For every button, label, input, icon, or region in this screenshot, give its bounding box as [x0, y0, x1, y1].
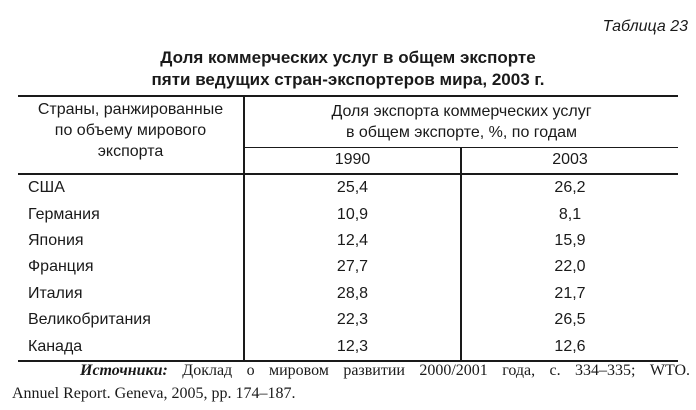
table-title-line-2: пяти ведущих стран-экспортеров мира, 2003 г.	[151, 70, 545, 89]
country-cell: Италия	[18, 281, 244, 307]
header-countries	[18, 96, 244, 174]
header-share-line-2: в общем экспорте, %, по годам	[345, 123, 578, 141]
sources-label: Источники:	[80, 362, 168, 379]
header-countries-line-1: Страны, ранжированные	[37, 101, 224, 118]
value-2003-cell: 26,2	[554, 179, 586, 197]
value-1990-cell: 10,9	[244, 201, 461, 227]
value-2003-cell: 26,5	[554, 311, 586, 329]
value-1990-cell: 28,8	[244, 281, 461, 307]
country-cell: Канада	[18, 333, 244, 360]
table-row	[18, 254, 678, 280]
value-1990-cell: 12,4	[244, 228, 461, 254]
table-row	[18, 333, 678, 360]
header-share-line-1: Доля экспорта коммерческих услуг	[331, 102, 592, 120]
table-row	[18, 174, 678, 201]
value-2003-cell: 22,0	[554, 258, 586, 276]
value-2003-cell: 8,1	[558, 205, 582, 223]
table-row	[18, 228, 678, 254]
table-header-row	[18, 96, 678, 147]
sources-text-1: Доклад о мировом развитии 2000/2001 года, с. 334–335; WTO.	[182, 362, 690, 379]
table-row	[18, 201, 678, 227]
value-1990-cell: 12,3	[244, 333, 461, 360]
value-1990-cell: 27,7	[244, 254, 461, 280]
value-1990-cell: 25,4	[244, 174, 461, 201]
country-cell: Германия	[18, 201, 244, 227]
table-row	[18, 307, 678, 333]
table-title-line-1: Доля коммерческих услуг в общем экспорте	[160, 48, 536, 67]
sources-text-2: Annuel Report. Geneva, 2005, pp. 174–187.	[12, 385, 296, 402]
table-row	[18, 281, 678, 307]
value-2003-cell: 12,6	[461, 333, 678, 360]
header-countries-line-2: по объему мирового	[54, 122, 207, 139]
value-1990-cell: 22,3	[244, 307, 461, 333]
country-cell: США	[18, 174, 244, 201]
country-cell: Великобритания	[18, 307, 244, 333]
value-2003-cell: 21,7	[554, 284, 586, 302]
header-year-2003: 2003	[461, 147, 678, 174]
export-share-table	[18, 95, 678, 362]
header-year-1990: 1990	[244, 147, 461, 174]
country-cell: Франция	[18, 254, 244, 280]
table-number-label: Таблица 23	[602, 18, 688, 35]
sources-note	[12, 359, 690, 405]
header-share-group	[244, 96, 678, 147]
value-2003-cell: 15,9	[554, 231, 586, 249]
sources-line-1	[12, 359, 690, 382]
header-countries-line-3: экспорта	[97, 143, 164, 160]
country-cell: Япония	[18, 228, 244, 254]
